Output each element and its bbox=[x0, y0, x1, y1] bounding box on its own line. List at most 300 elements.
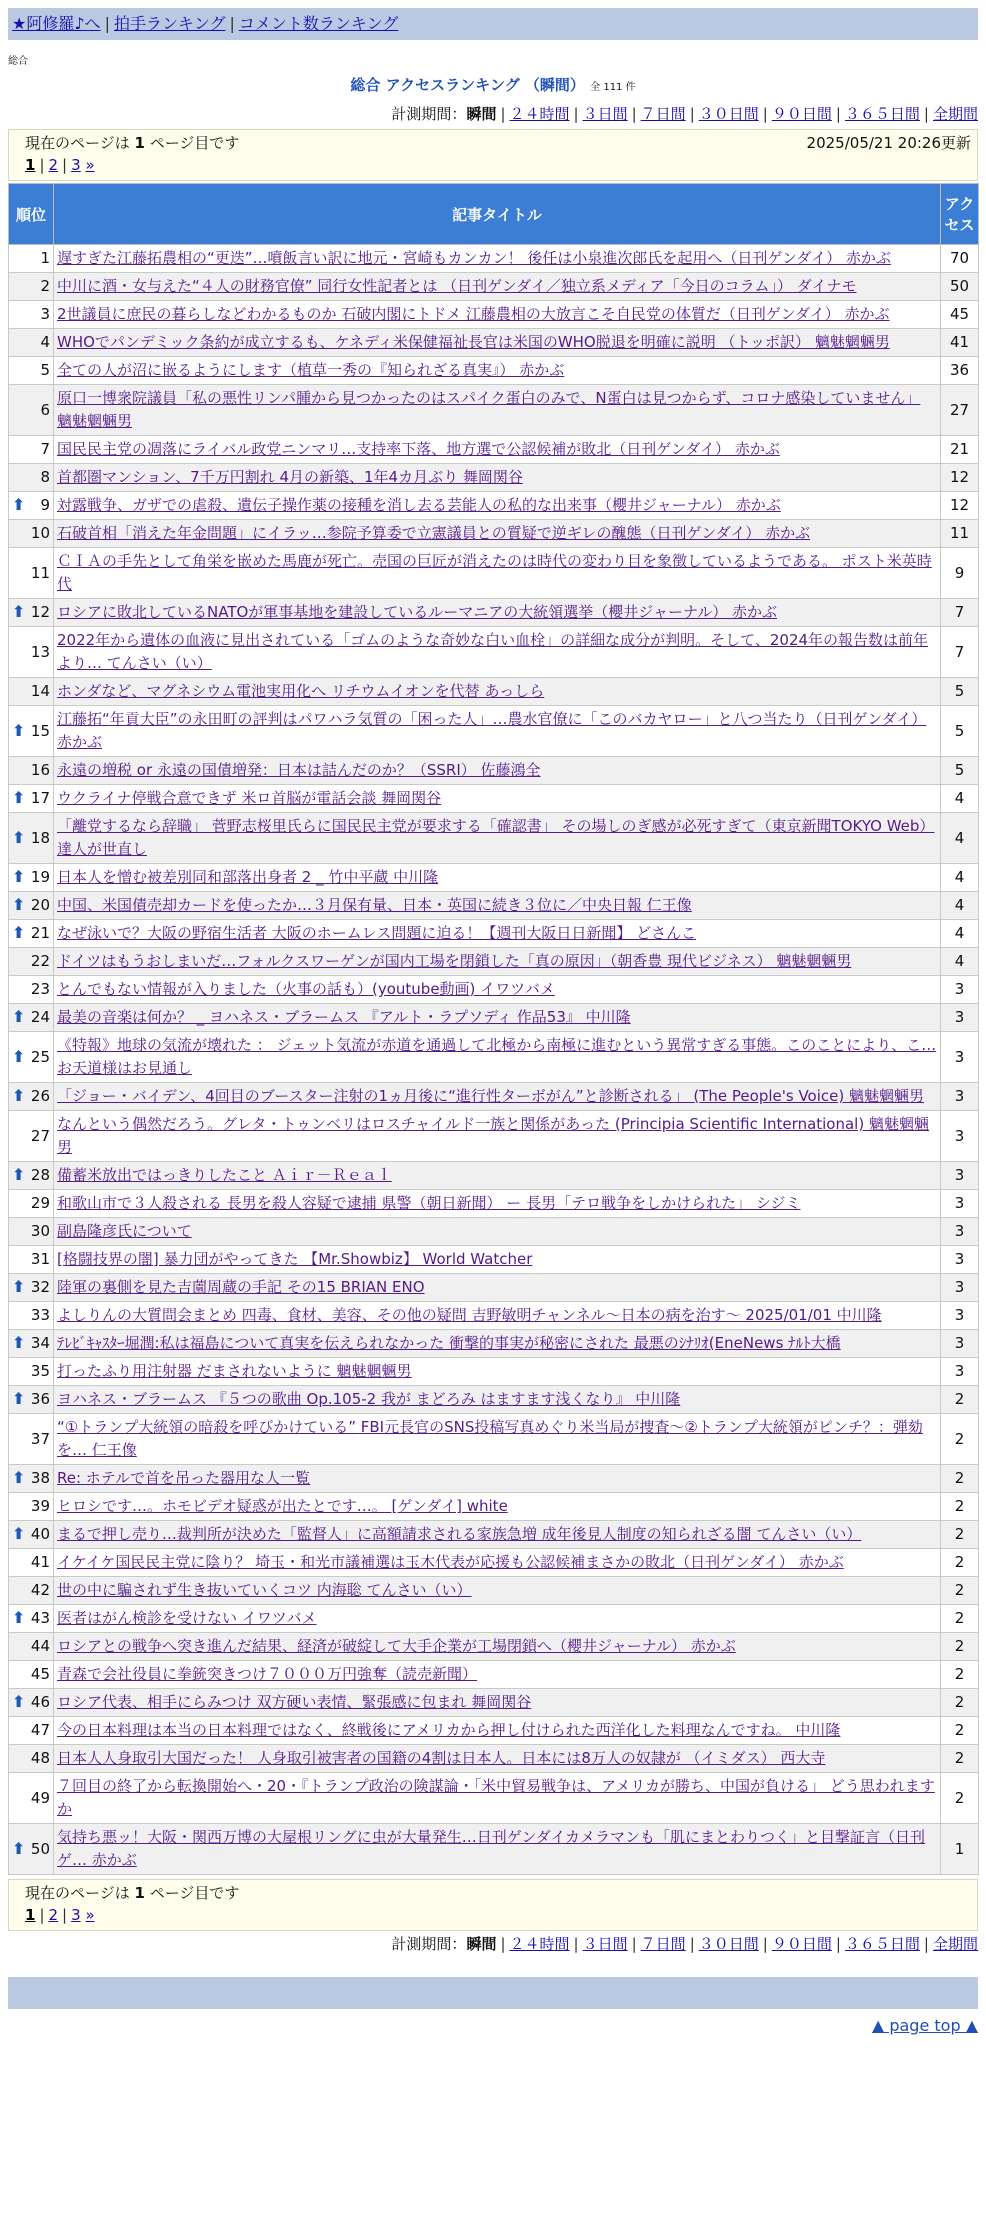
page-1-current: 1 bbox=[25, 156, 36, 174]
title-cell bbox=[54, 1717, 941, 1745]
period-7d-link[interactable]: ７日間 bbox=[640, 105, 686, 123]
article-link[interactable]: 和歌山市で３人殺される 長男を殺人容疑で逮捕 県警（朝日新聞） ー 長男「テロ戦争をしかけられた」 シジミ bbox=[57, 1194, 801, 1212]
article-link[interactable]: 2世議員に庶民の暮らしなどわかるものか 石破内閣にトドメ 江藤農相の大放言こそ自民党の体質だ（日刊ゲンダイ） 赤かぶ bbox=[57, 305, 890, 323]
table-row bbox=[9, 1414, 979, 1465]
table-row bbox=[9, 436, 979, 464]
period-current: 瞬間 bbox=[466, 105, 497, 123]
rank-cell bbox=[9, 1521, 54, 1549]
rank-number: 43 bbox=[30, 1609, 50, 1627]
ranking-rows bbox=[9, 245, 979, 1875]
rank-cell bbox=[9, 1414, 54, 1465]
rank-number: 23 bbox=[30, 980, 50, 998]
bottom-band bbox=[8, 1977, 978, 2009]
period-24h-link[interactable]: ２４時間 bbox=[509, 105, 570, 123]
page-3-link-bottom[interactable]: 3 bbox=[71, 1906, 81, 1924]
rank-number: 38 bbox=[30, 1469, 50, 1487]
up-arrow-icon: ⬆ bbox=[12, 1165, 26, 1184]
rank-number: 8 bbox=[40, 468, 50, 486]
title-cell bbox=[54, 492, 941, 520]
article-link[interactable]: 対露戦争、ガザでの虐殺、遺伝子操作薬の接種を消し去る芸能人の私的な出来事（櫻井ジャーナル） 赤かぶ bbox=[57, 496, 781, 514]
rank-number: 26 bbox=[30, 1087, 50, 1105]
rank-cell bbox=[9, 864, 54, 892]
title-cell bbox=[54, 599, 941, 627]
rank-column-header: 順位 bbox=[9, 184, 54, 245]
next-page-link-bottom[interactable]: » bbox=[85, 1906, 95, 1924]
pager-top bbox=[8, 129, 978, 181]
access-count: 3 bbox=[941, 1358, 979, 1386]
rank-number: 30 bbox=[30, 1222, 50, 1240]
rank-cell bbox=[9, 301, 54, 329]
period-3d-link[interactable]: ３日間 bbox=[582, 105, 628, 123]
rank-number: 25 bbox=[30, 1047, 50, 1066]
rank-cell bbox=[9, 948, 54, 976]
table-row bbox=[9, 785, 979, 813]
article-link[interactable]: 「離党するなら辞職」 菅野志桜里氏らに国民民主党が要求する「確認書」 その場しのぎ感が必死すぎて（東京新聞TOKYO Web） 達人が世直し bbox=[57, 817, 935, 858]
access-count: 12 bbox=[941, 464, 979, 492]
article-link[interactable]: 陸軍の裏側を見た吉薗周蔵の手記 その15 BRIAN ENO bbox=[57, 1278, 425, 1296]
rank-number: 33 bbox=[30, 1306, 50, 1324]
access-count: 3 bbox=[941, 1162, 979, 1190]
up-arrow-icon: ⬆ bbox=[12, 1277, 26, 1296]
up-arrow-icon: ⬆ bbox=[12, 495, 26, 514]
article-link[interactable]: 2022年から遺体の血液に見出されている「ゴムのような奇妙な白い血栓」の詳細な成分が判明。そして、2024年の報告数は前年より… てんさい（い） bbox=[57, 631, 929, 672]
article-link[interactable]: 江藤拓“年貢大臣”の永田町の評判はパワハラ気質の「困った人」…農水官僚に「このバカヤロー」と八つ当たり（日刊ゲンダイ） 赤かぶ bbox=[57, 710, 927, 751]
access-count: 11 bbox=[941, 520, 979, 548]
rank-number: 21 bbox=[30, 924, 50, 942]
article-link[interactable]: ７回目の終了から転換開始へ・20・『トランプ政治の険謀論・「米中貿易戦争は、アメリカが勝ち、中国が負ける」 どう思われますか bbox=[57, 1777, 935, 1818]
table-row bbox=[9, 1824, 979, 1875]
article-link[interactable]: 青森で会社役員に拳銃突きつけ７０００万円強奪（読売新聞） bbox=[57, 1665, 478, 1683]
rank-number: 40 bbox=[30, 1525, 50, 1543]
rank-cell bbox=[9, 1083, 54, 1111]
page-2-link[interactable]: 2 bbox=[48, 156, 59, 174]
rank-number: 16 bbox=[30, 761, 50, 779]
article-link[interactable]: 《特報》地球の気流が壊れた ： ジェット気流が赤道を通過して北極から南極に進むという異常すぎる事態。このことにより、こ… お天道様はお見通し bbox=[57, 1036, 937, 1077]
period-7d-link-bottom[interactable]: ７日間 bbox=[640, 1935, 686, 1953]
title-cell bbox=[54, 1302, 941, 1330]
pagination-bottom: 1 | 2 | 3 » bbox=[25, 1906, 95, 1924]
rank-cell bbox=[9, 273, 54, 301]
table-row bbox=[9, 548, 979, 599]
article-link[interactable]: 備蓄米放出ではっきりしたこと Ａｉｒ－Ｒｅａｌ bbox=[57, 1166, 392, 1184]
period-label: 計測期間： bbox=[391, 105, 467, 123]
article-link[interactable]: 世の中に騙されず生き抜いていくコツ 内海聡 てんさい（い） bbox=[57, 1581, 472, 1599]
article-link[interactable]: なんという偶然だろう。グレタ・トゥンベリはロスチャイルド一族と関係があった (Principia Scientific International) 魑魅魍魎男 bbox=[57, 1115, 929, 1156]
rank-cell bbox=[9, 1689, 54, 1717]
article-link[interactable]: 原口一博衆院議員「私の悪性リンパ腫から見つかったのはスパイク蛋白のみで、N蛋白は見つからず、コロナ感染していません」 魑魅魍魎男 bbox=[57, 389, 921, 430]
period-30d-link-bottom[interactable]: ３０日間 bbox=[698, 1935, 759, 1953]
table-row bbox=[9, 1549, 979, 1577]
access-count: 3 bbox=[941, 1330, 979, 1358]
access-count: 3 bbox=[941, 1032, 979, 1083]
period-all-link-bottom[interactable]: 全期間 bbox=[932, 1935, 978, 1953]
top-nav: ★阿修羅♪へ | 拍手ランキング | コメント数ランキング bbox=[8, 8, 978, 40]
rank-cell bbox=[9, 1717, 54, 1745]
article-link[interactable]: 中川に酒・女与えた“４人の財務官僚” 同行女性記者とは （日刊ゲンダイ／独立系メディア「今日のコラム」） ダイナモ bbox=[57, 277, 857, 295]
rank-cell bbox=[9, 1549, 54, 1577]
access-count: 2 bbox=[941, 1689, 979, 1717]
rank-cell bbox=[9, 464, 54, 492]
article-link[interactable]: 気持ち悪ッ！大阪・関西万博の大屋根リングに虫が大量発生…日刊ゲンダイカメラマンも「肌にまとわりつく」と目撃証言（日刊ゲ… 赤かぶ bbox=[57, 1828, 926, 1869]
rank-cell bbox=[9, 1358, 54, 1386]
rank-number: 17 bbox=[30, 789, 50, 807]
title-cell bbox=[54, 1414, 941, 1465]
article-link[interactable]: よしりんの大質問会まとめ 四毒、食材、美容、その他の疑問 吉野敏明チャンネル～日本の病を治す～ 2025/01/01 中川隆 bbox=[57, 1306, 882, 1324]
article-link[interactable]: ロシアに敗北しているNATOが軍事基地を建設しているルーマニアの大統領選挙（櫻井ジャーナル） 赤かぶ bbox=[57, 603, 778, 621]
rank-number: 37 bbox=[30, 1429, 50, 1448]
article-link[interactable]: 中国、米国債売却カードを使ったか…３月保有量、日本・英国に続き３位に／中央日報 仁王像 bbox=[57, 896, 692, 914]
article-link[interactable]: 医者はがん検診を受けない イワツバメ bbox=[57, 1609, 317, 1627]
scope-label: 総合 bbox=[8, 56, 28, 67]
access-count: 3 bbox=[941, 1218, 979, 1246]
access-count: 3 bbox=[941, 1302, 979, 1330]
access-count: 9 bbox=[941, 548, 979, 599]
updated-timestamp: 2025/05/21 20:26更新 bbox=[806, 134, 971, 152]
rank-cell bbox=[9, 548, 54, 599]
article-link[interactable]: ホンダなど、マグネシウム電池実用化へ リチウムイオンを代替 あっしら bbox=[57, 682, 545, 700]
table-row bbox=[9, 1745, 979, 1773]
access-count: 3 bbox=[941, 976, 979, 1004]
rank-cell bbox=[9, 1111, 54, 1162]
title-cell bbox=[54, 1032, 941, 1083]
article-link[interactable]: WHOでパンデミック条約が成立するも、ケネディ米保健福祉長官は米国のWHO脱退を明確に説明 （トッポ訳） 魑魅魍魎男 bbox=[57, 333, 890, 351]
title-cell bbox=[54, 1745, 941, 1773]
rank-cell bbox=[9, 1745, 54, 1773]
article-link[interactable]: ヨハネス・ブラームス 『５つの歌曲 Op.105-2 我が まどろみ はますます浅くなり』 中川隆 bbox=[57, 1390, 681, 1408]
rank-number: 11 bbox=[30, 563, 50, 582]
up-arrow-icon: ⬆ bbox=[12, 1333, 26, 1352]
title-cell bbox=[54, 436, 941, 464]
title-cell bbox=[54, 976, 941, 1004]
rank-number: 31 bbox=[30, 1250, 50, 1268]
table-row bbox=[9, 1111, 979, 1162]
table-row bbox=[9, 678, 979, 706]
rank-cell bbox=[9, 678, 54, 706]
rank-number: 7 bbox=[40, 440, 50, 458]
up-arrow-icon: ⬆ bbox=[12, 1389, 26, 1408]
rank-cell bbox=[9, 757, 54, 785]
rank-number: 13 bbox=[30, 642, 50, 661]
access-count: 2 bbox=[941, 1549, 979, 1577]
article-link[interactable]: 日本人を憎む被差別同和部落出身者 2 _ 竹中平蔵 中川隆 bbox=[57, 868, 439, 886]
article-link[interactable]: とんでもない情報が入りました（火事の話も）(youtube動画) イワツバメ bbox=[57, 980, 555, 998]
rank-number: 19 bbox=[30, 868, 50, 886]
access-count: 2 bbox=[941, 1521, 979, 1549]
rank-number: 32 bbox=[30, 1278, 50, 1296]
article-link[interactable]: ロシアとの戦争へ突き進んだ結果、経済が破綻して大手企業が工場閉鎖へ（櫻井ジャーナル） 赤かぶ bbox=[57, 1637, 736, 1655]
page-top-row bbox=[8, 2013, 978, 2039]
title-cell bbox=[54, 813, 941, 864]
title-cell bbox=[54, 920, 941, 948]
title-cell bbox=[54, 627, 941, 678]
access-count: 1 bbox=[941, 1824, 979, 1875]
rank-cell bbox=[9, 492, 54, 520]
title-cell bbox=[54, 785, 941, 813]
table-row bbox=[9, 757, 979, 785]
access-count: 3 bbox=[941, 1111, 979, 1162]
rank-cell bbox=[9, 1218, 54, 1246]
access-count: 21 bbox=[941, 436, 979, 464]
table-row bbox=[9, 1302, 979, 1330]
table-row bbox=[9, 273, 979, 301]
table-row bbox=[9, 329, 979, 357]
table-row bbox=[9, 920, 979, 948]
up-arrow-icon: ⬆ bbox=[12, 1046, 26, 1066]
article-link[interactable]: ウクライナ停戦合意できず 米ロ首脳が電話会談 舞岡関谷 bbox=[57, 789, 442, 807]
rank-number: 24 bbox=[30, 1008, 50, 1026]
article-link[interactable]: 全ての人が沼に嵌るようにします（植草一秀の『知られざる真実』） 赤かぶ bbox=[57, 361, 565, 379]
article-link[interactable]: 副島隆彦氏について bbox=[57, 1222, 192, 1240]
rank-cell bbox=[9, 329, 54, 357]
rank-number: 18 bbox=[30, 828, 50, 847]
title-cell bbox=[54, 1358, 941, 1386]
ranking-table bbox=[8, 183, 979, 1875]
title-cell bbox=[54, 1773, 941, 1824]
article-link[interactable]: 首都圏マンション、7千万円割れ 4月の新築、1年4カ月ぶり 舞岡関谷 bbox=[57, 468, 523, 486]
rank-number: 39 bbox=[30, 1497, 50, 1515]
period-all-link[interactable]: 全期間 bbox=[932, 105, 978, 123]
applause-ranking-link[interactable]: 拍手ランキング bbox=[113, 14, 226, 33]
article-link[interactable]: 打ったふり用注射器 だまされないように 魑魅魍魎男 bbox=[57, 1362, 412, 1380]
rank-cell bbox=[9, 976, 54, 1004]
table-row bbox=[9, 1493, 979, 1521]
up-arrow-icon: ⬆ bbox=[12, 1086, 26, 1105]
up-arrow-icon: ⬆ bbox=[12, 1007, 26, 1026]
title-cell bbox=[54, 678, 941, 706]
access-count: 2 bbox=[941, 1633, 979, 1661]
rank-number: 49 bbox=[30, 1788, 50, 1807]
access-count: 5 bbox=[941, 757, 979, 785]
article-link[interactable]: “①トランプ大統領の暗殺を呼びかけている” FBI元長官のSNS投稿写真めぐり米当局が捜査～②トランプ大統領がピンチ？：弾劾を… 仁王像 bbox=[57, 1418, 923, 1459]
rank-cell bbox=[9, 1330, 54, 1358]
table-row bbox=[9, 1083, 979, 1111]
rank-number: 22 bbox=[30, 952, 50, 970]
table-row bbox=[9, 1004, 979, 1032]
title-cell bbox=[54, 1111, 941, 1162]
title-cell bbox=[54, 1083, 941, 1111]
access-count: 2 bbox=[941, 1465, 979, 1493]
access-count: 4 bbox=[941, 948, 979, 976]
title-cell bbox=[54, 1162, 941, 1190]
article-link[interactable]: なぜ泳いで？大阪の野宿生活者 大阪のホームレス問題に迫る！【週刊大阪日日新聞】 どさんこ bbox=[57, 924, 697, 942]
rank-cell bbox=[9, 1605, 54, 1633]
period-24h-link-bottom[interactable]: ２４時間 bbox=[509, 1935, 570, 1953]
rank-number: 9 bbox=[40, 496, 50, 514]
title-cell bbox=[54, 548, 941, 599]
rank-number: 27 bbox=[30, 1126, 50, 1145]
rank-cell bbox=[9, 245, 54, 273]
access-count: 5 bbox=[941, 678, 979, 706]
title-cell bbox=[54, 1577, 941, 1605]
access-count: 3 bbox=[941, 1190, 979, 1218]
table-row bbox=[9, 301, 979, 329]
table-row bbox=[9, 892, 979, 920]
access-count: 3 bbox=[941, 1274, 979, 1302]
article-link[interactable]: ＣＩＡの手先として角栄を嵌めた馬鹿が死亡。売国の巨匠が消えたのは時代の変わり目を象徴しているようである。 ポスト米英時代 bbox=[57, 552, 932, 593]
article-link[interactable]: ドイツはもうおしまいだ…フォルクスワーゲンが国内工場を閉鎖した「真の原因」（朝香豊 現代ビジネス） 魑魅魍魎男 bbox=[57, 952, 852, 970]
access-column-header: アクセス bbox=[941, 184, 979, 245]
table-row bbox=[9, 520, 979, 548]
table-row bbox=[9, 1386, 979, 1414]
rank-cell bbox=[9, 1004, 54, 1032]
rank-number: 15 bbox=[30, 721, 50, 740]
rank-number: 14 bbox=[30, 682, 50, 700]
page-1-current-bottom: 1 bbox=[25, 1906, 36, 1924]
article-link[interactable]: 永遠の増税 or 永遠の国債増発：日本は詰んだのか？（SSRI） 佐藤鴻全 bbox=[57, 761, 541, 779]
title-cell bbox=[54, 1190, 941, 1218]
page-3-link[interactable]: 3 bbox=[71, 156, 81, 174]
table-row bbox=[9, 1605, 979, 1633]
rank-cell bbox=[9, 1246, 54, 1274]
table-row bbox=[9, 1246, 979, 1274]
title-cell bbox=[54, 1605, 941, 1633]
pager-bottom bbox=[8, 1879, 978, 1931]
article-link[interactable]: [格闘技界の闇] 暴力団がやってきた 【Mr.Showbiz】 World Watcher bbox=[57, 1250, 533, 1268]
article-link[interactable]: ヒロシです…。ホモビデオ疑惑が出たとです…。 [ゲンダイ] white bbox=[57, 1497, 508, 1515]
pagination: 1 | 2 | 3 » bbox=[25, 156, 95, 174]
rank-number: 45 bbox=[30, 1665, 50, 1683]
title-cell bbox=[54, 1661, 941, 1689]
comment-ranking-link[interactable]: コメント数ランキング bbox=[238, 14, 399, 33]
access-count: 70 bbox=[941, 245, 979, 273]
rank-number: 28 bbox=[30, 1166, 50, 1184]
home-link[interactable]: ★阿修羅♪へ bbox=[12, 14, 101, 33]
page-2-link-bottom[interactable]: 2 bbox=[48, 1906, 59, 1924]
article-link[interactable]: Re: ホテルで首を吊った器用な人一覧 bbox=[57, 1469, 311, 1487]
access-count: 5 bbox=[941, 706, 979, 757]
title-cell bbox=[54, 1549, 941, 1577]
rank-cell bbox=[9, 436, 54, 464]
page-status: 現在のページは 1 ページ目です bbox=[25, 134, 240, 152]
table-row bbox=[9, 948, 979, 976]
table-row bbox=[9, 1330, 979, 1358]
rank-cell bbox=[9, 785, 54, 813]
rank-cell bbox=[9, 1162, 54, 1190]
rank-number: 50 bbox=[30, 1839, 50, 1858]
title-cell bbox=[54, 706, 941, 757]
article-link[interactable]: 遅すぎた江藤拓農相の“更迭”…噴飯言い訳に地元・宮崎もカンカン！ 後任は小泉進次郎氏を起用へ（日刊ゲンダイ） 赤かぶ bbox=[57, 249, 891, 267]
article-link[interactable]: 国民民主党の凋落にライバル政党ニンマリ…支持率下落、地方選で公認候補が敗北（日刊ゲンダイ） 赤かぶ bbox=[57, 440, 780, 458]
table-row bbox=[9, 1218, 979, 1246]
title-cell bbox=[54, 1521, 941, 1549]
table-row bbox=[9, 1162, 979, 1190]
rank-cell bbox=[9, 1274, 54, 1302]
access-count: 41 bbox=[941, 329, 979, 357]
page-title bbox=[0, 74, 986, 99]
rank-cell bbox=[9, 920, 54, 948]
period-90d-link[interactable]: ９０日間 bbox=[771, 105, 832, 123]
article-link[interactable]: イケイケ国民民主党に陰り？ 埼玉・和光市議補選は玉木代表が応援も公認候補まさかの敗北（日刊ゲンダイ） 赤かぶ bbox=[57, 1553, 844, 1571]
access-count: 2 bbox=[941, 1661, 979, 1689]
rank-number: 20 bbox=[30, 896, 50, 914]
article-link[interactable]: 日本人人身取引大国だった！ 人身取引被害者の国籍の4割は日本人。日本には8万人の奴隷が （イミダス） 西大寺 bbox=[57, 1749, 826, 1767]
article-link[interactable]: 石破首相「消えた年金問題」にイラッ…参院予算委で立憲議員との質疑で逆ギレの醜態（日刊ゲンダイ） 赤かぶ bbox=[57, 524, 811, 542]
title-cell bbox=[54, 1689, 941, 1717]
rank-number: 48 bbox=[30, 1749, 50, 1767]
rank-number: 46 bbox=[30, 1693, 50, 1711]
access-count: 45 bbox=[941, 301, 979, 329]
period-90d-link-bottom[interactable]: ９０日間 bbox=[771, 1935, 832, 1953]
rank-number: 3 bbox=[40, 305, 50, 323]
table-row bbox=[9, 1773, 979, 1824]
rank-number: 12 bbox=[30, 603, 50, 621]
rank-cell bbox=[9, 1493, 54, 1521]
up-arrow-icon: ⬆ bbox=[12, 602, 26, 621]
title-cell bbox=[54, 1330, 941, 1358]
access-count: 36 bbox=[941, 357, 979, 385]
title-cell bbox=[54, 385, 941, 436]
title-cell bbox=[54, 1465, 941, 1493]
access-count: 4 bbox=[941, 785, 979, 813]
rank-cell bbox=[9, 892, 54, 920]
up-arrow-icon: ⬆ bbox=[12, 923, 26, 942]
rank-number: 47 bbox=[30, 1721, 50, 1739]
title-cell bbox=[54, 301, 941, 329]
title-cell bbox=[54, 757, 941, 785]
up-arrow-icon: ⬆ bbox=[12, 1524, 26, 1543]
table-row bbox=[9, 1358, 979, 1386]
title-cell bbox=[54, 464, 941, 492]
table-row bbox=[9, 1465, 979, 1493]
title-cell bbox=[54, 329, 941, 357]
page-top-link[interactable]: ▲ page top ▲ bbox=[871, 2016, 978, 2035]
access-count: 3 bbox=[941, 1246, 979, 1274]
rank-cell bbox=[9, 385, 54, 436]
title-cell bbox=[54, 1824, 941, 1875]
rank-cell bbox=[9, 1190, 54, 1218]
rank-cell bbox=[9, 1577, 54, 1605]
rank-cell bbox=[9, 1773, 54, 1824]
article-link[interactable]: 「ジョー・バイデン、4回目のブースター注射の1ヵ月後に“進行性ターボがん”と診断される」 (The People's Voice) 魑魅魍魎男 bbox=[57, 1087, 924, 1105]
table-row bbox=[9, 1032, 979, 1083]
up-arrow-icon: ⬆ bbox=[12, 827, 26, 847]
title-cell bbox=[54, 1218, 941, 1246]
access-count: 3 bbox=[941, 1083, 979, 1111]
article-link[interactable]: ﾃﾚﾋﾞｷｬｽﾀｰ堀潤:私は福島について真実を伝えられなかった 衝撃的事実が秘密にされた 最悪のｼﾅﾘｵ(EneNews ﾅﾙﾄ大橋 bbox=[57, 1334, 841, 1352]
title-cell bbox=[54, 864, 941, 892]
period-365d-link[interactable]: ３６５日間 bbox=[844, 105, 920, 123]
access-count: 4 bbox=[941, 892, 979, 920]
period-3d-link-bottom[interactable]: ３日間 bbox=[582, 1935, 628, 1953]
title-cell bbox=[54, 273, 941, 301]
rank-number: 36 bbox=[30, 1390, 50, 1408]
access-count: 4 bbox=[941, 920, 979, 948]
total-count: 全 111 件 bbox=[590, 82, 636, 93]
access-count: 2 bbox=[941, 1773, 979, 1824]
rank-number: 29 bbox=[30, 1194, 50, 1212]
article-link[interactable]: ロシア代表、相手にらみつけ 双方硬い表情、緊張感に包まれ 舞岡関谷 bbox=[57, 1693, 532, 1711]
title-cell bbox=[54, 245, 941, 273]
access-count: 3 bbox=[941, 1004, 979, 1032]
access-count: 2 bbox=[941, 1605, 979, 1633]
access-count: 50 bbox=[941, 273, 979, 301]
rank-number: 5 bbox=[40, 361, 50, 379]
period-365d-link-bottom[interactable]: ３６５日間 bbox=[844, 1935, 920, 1953]
article-link[interactable]: まるで押し売り…裁判所が決めた「監督人」に高額請求される家族急増 成年後見人制度の知られざる闇 てんさい（い） bbox=[57, 1525, 862, 1543]
article-link[interactable]: 今の日本料理は本当の日本料理ではなく、終戦後にアメリカから押し付けられた西洋化した料理なんですね。 中川隆 bbox=[57, 1721, 841, 1739]
table-row bbox=[9, 1633, 979, 1661]
title-cell bbox=[54, 1493, 941, 1521]
table-row bbox=[9, 813, 979, 864]
access-count: 4 bbox=[941, 864, 979, 892]
next-page-link[interactable]: » bbox=[85, 156, 95, 174]
access-count: 2 bbox=[941, 1386, 979, 1414]
article-link[interactable]: 最美の音楽は何か？ _ ヨハネス・ブラームス 『アルト・ラプソディ 作品53』 中川隆 bbox=[57, 1008, 631, 1026]
table-row bbox=[9, 464, 979, 492]
title-cell bbox=[54, 892, 941, 920]
up-arrow-icon: ⬆ bbox=[12, 1838, 26, 1858]
period-30d-link[interactable]: ３０日間 bbox=[698, 105, 759, 123]
